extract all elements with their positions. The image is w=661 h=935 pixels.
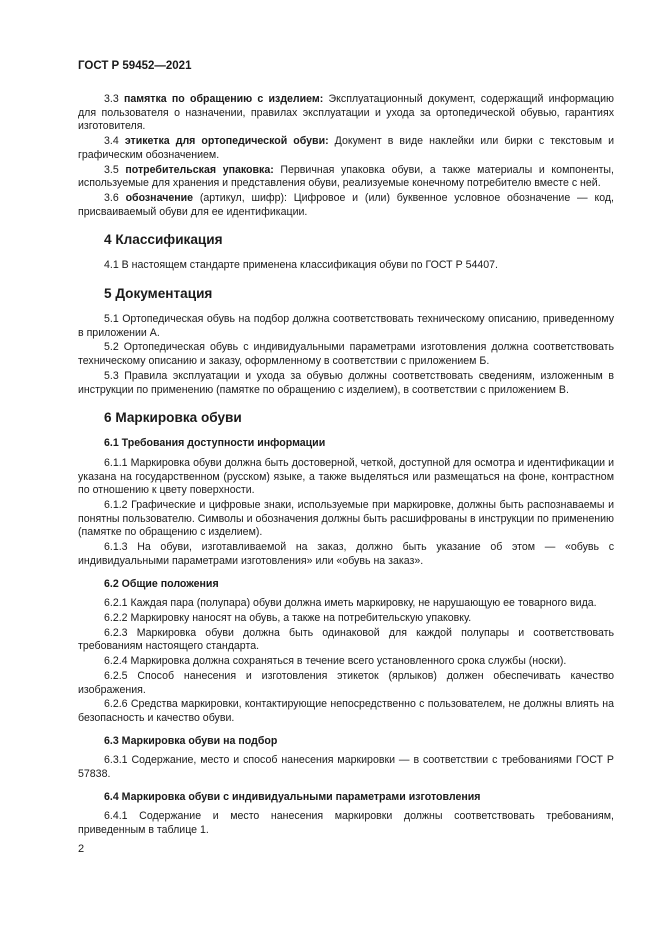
term: потребительская упаковка: [125, 163, 274, 176]
paragraph-6-2-5: 6.2.5 Способ нанесения и изготовления этикеток (ярлыков) должен обеспечивать качество изображения. [78, 669, 614, 696]
paragraph-6-2-4: 6.2.4 Маркировка должна сохраняться в течение всего установленного срока службы (носки). [104, 655, 567, 668]
paragraph-6-2-1: 6.2.1 Каждая пара (полупара) обуви должна иметь маркировку, не нарушающую ее товарного вида. [104, 597, 597, 610]
paragraph-6-2-6: 6.2.6 Средства маркировки, контактирующие непосредственно с пользователем, не должны влиять на безопасность и качество обуви. [78, 698, 614, 724]
definition-3-6: 3.6 обозначение (артикул, шифр): Цифровое и (или) буквенное условное обозначение — код, присваиваемый обуви для ее идентификации. [78, 191, 614, 218]
paragraph-6-2-2: 6.2.2 Маркировку наносят на обувь, а также на потребительскую упаковку. [104, 611, 472, 624]
subsection-6-4-heading: 6.4 Маркировка обуви с индивидуальными параметрами изготовления [104, 790, 481, 803]
paragraph-6-1-1: 6.1.1 Маркировка обуви должна быть достоверной, четкой, доступной для осмотра и идентификации и указана на государственном (русском) языке, а также выделяться или размещаться на фоне, контрастном по отношению к цвету поверхности. [78, 456, 614, 497]
paragraph-5-1: 5.1 Ортопедическая обувь на подбор должна соответствовать техническому описанию, приведенному в приложении А. [78, 313, 614, 339]
paragraph-6-1-2: 6.1.2 Графические и цифровые знаки, используемые при маркировке, должны быть распознаваемы и понятны пользователю. Символы и обозначения должны быть расшифрованы в инструкции по применению (памятке по обращению с изделием). [78, 499, 614, 539]
paragraph-6-2-3: 6.2.3 Маркировка обуви должна быть одинаковой для каждой полупары и соответствовать требованиям настоящего стандарта. [78, 626, 614, 653]
page-number: 2 [78, 843, 85, 855]
term: памятка по обращению с изделием: [123, 93, 324, 105]
definition-3-4: 3.4 этикетка для ортопедической обуви: Документ в виде наклейки или бирки с текстовым и графическим обозначением. [78, 135, 614, 161]
paragraph-6-4-1: 6.4.1 Содержание и место нанесения маркировки должны соответствовать требованиям, приведенным в таблице 1. [78, 810, 614, 837]
paragraph-5-2: 5.2 Ортопедическая обувь с индивидуальными параметрами изготовления должна соответствовать техническому описанию и заказу, оформленному в соответствии с приложением Б. [78, 341, 614, 368]
term: этикетка для ортопедической обуви: [124, 135, 329, 148]
definition-3-3: 3.3 памятка по обращению с изделием: Эксплуатационный документ, содержащий информацию для пользователя о назначении, правилах эксплуатации и ухода за ортопедической обувью, гарантиях изготовителя. [78, 93, 614, 133]
document-header: ГОСТ Р 59452—2021 [78, 60, 192, 72]
paragraph-6-1-3: 6.1.3 На обуви, изготавливаемой на заказ, должно быть указание об этом — «обувь с индивидуальными параметрами изготовления» или «обувь на заказ». [78, 541, 614, 567]
paragraph-4-1: 4.1 В настоящем стандарте применена классификация обуви по ГОСТ Р 54407. [104, 259, 499, 272]
paragraph-6-3-1: 6.3.1 Содержание, место и способ нанесения маркировки — в соответствии с требованиями ГОСТ Р 57838. [78, 754, 614, 781]
section-5-heading: 5 Документация [104, 286, 213, 302]
paragraph-5-3: 5.3 Правила эксплуатации и ухода за обувью должны соответствовать сведениям, изложенным в инструкции по применению (памятке по обращению с изделием), в соответствии с приложением В. [78, 369, 614, 396]
section-6-heading: 6 Маркировка обуви [104, 410, 242, 426]
definition-3-5: 3.5 потребительская упаковка: Первичная упаковка обуви, а также материалы и компоненты, используемые для хранения и представления обуви, реализуемые конечному потребителю вместе с ней. [78, 163, 614, 190]
subsection-6-1-heading: 6.1 Требования доступности информации [104, 437, 326, 450]
subsection-6-3-heading: 6.3 Маркировка обуви на подбор [104, 734, 278, 747]
subsection-6-2-heading: 6.2 Общие положения [104, 577, 219, 590]
section-4-heading: 4 Классификация [104, 232, 223, 248]
term: обозначение [125, 191, 194, 204]
page-body [78, 93, 614, 838]
